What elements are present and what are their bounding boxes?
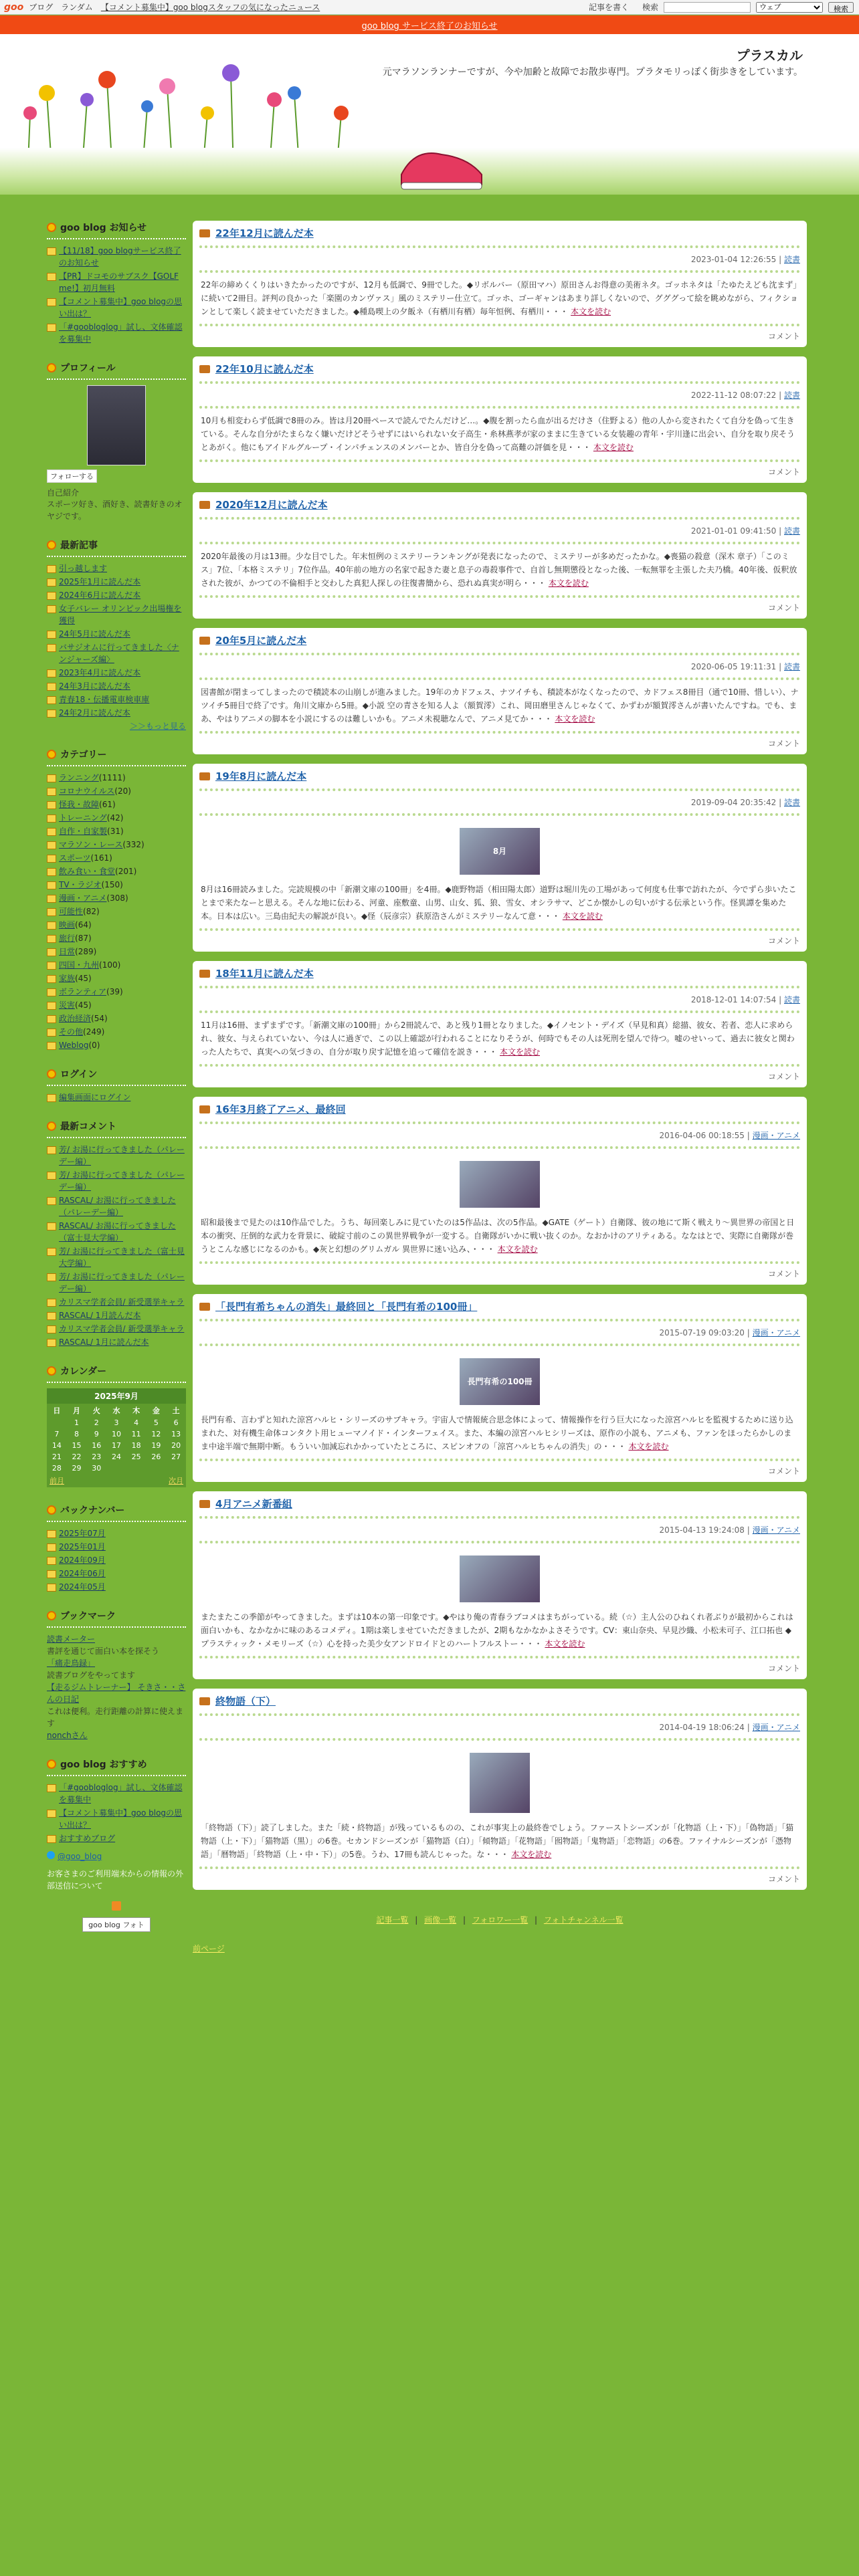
calendar-day bbox=[47, 1417, 67, 1428]
recent-more-link[interactable]: ＞＞もっと見る bbox=[129, 722, 186, 731]
post-icon bbox=[199, 772, 210, 780]
category-item[interactable]: その他(249) bbox=[47, 1026, 186, 1038]
main-content bbox=[193, 221, 807, 1954]
read-more-link[interactable]: 本文を読む bbox=[500, 1047, 541, 1057]
recent-item[interactable]: 青春18・伝播電車検車庫 bbox=[47, 693, 186, 706]
category-item[interactable]: 可能性(82) bbox=[47, 905, 186, 918]
write-post-link[interactable]: 記事を書く bbox=[588, 3, 629, 12]
recent-item[interactable]: 2023年4月に読んだ本 bbox=[47, 667, 186, 679]
calendar-day bbox=[147, 1463, 167, 1474]
calendar-day bbox=[106, 1463, 126, 1474]
sidebar-login-box bbox=[47, 1067, 186, 1103]
sidebar-category-box bbox=[47, 748, 186, 1051]
goo-logo[interactable]: goo bbox=[4, 1, 24, 13]
post-comment-link[interactable]: コメント bbox=[767, 467, 800, 477]
comment-item[interactable]: 芳/ お湯に行ってきました（パレーデー編） bbox=[47, 1144, 186, 1168]
post-icon bbox=[199, 970, 210, 978]
post-comment-link[interactable]: コメント bbox=[767, 1874, 800, 1884]
post-comment-link[interactable]: コメント bbox=[767, 603, 800, 613]
blog-post bbox=[193, 961, 807, 1087]
calendar-prev[interactable]: 前月 bbox=[50, 1477, 64, 1485]
calendar-day: 29 bbox=[72, 1464, 82, 1473]
comment-item[interactable]: カリスマ学者会員/ 新受選挙キャラ bbox=[47, 1323, 186, 1335]
calendar-day: 26 bbox=[151, 1453, 161, 1461]
category-item[interactable]: 旅行(87) bbox=[47, 932, 186, 944]
sidebar-notice-title: goo blog お知らせ bbox=[47, 221, 186, 239]
sunflower-icon bbox=[47, 1366, 56, 1376]
read-more-link[interactable]: 本文を読む bbox=[562, 911, 603, 921]
category-item[interactable]: ランニング(1111) bbox=[47, 772, 186, 784]
calendar-day: 12 bbox=[151, 1430, 161, 1438]
post-body: 図書館が閉まってしまったので積読本の山崩しが進みました。19年のカドフェス、ナツイチも、積読本がなくなったので、カドフェス8冊目（通で10冊、惜しい）、ナツイチ5冊目で終了です。角川文庫から5冊。◆小説 空の青さを知る人よ（額賀澪）これ、岡田磨里さんじゃなくて、かずわが額賀澪さんが書いたんですね。でも、まあ、やはりアニメの脚本を小説にするのは難しいかも。アニメ未視聴なんで、アニメ見てか・・・ 本文を読む bbox=[199, 677, 800, 734]
sidebar-calendar-box bbox=[47, 1364, 186, 1487]
search-label: 検索 bbox=[642, 3, 658, 12]
post-title[interactable]: 20年5月に読んだ本 bbox=[199, 632, 800, 655]
backnumber-item[interactable]: 2025年07月 bbox=[47, 1527, 186, 1539]
post-body: 「終物語（下）」読了しました。また「続・終物語」が残っているものの、これが事実上の最終巻でしょう。ファーストシーズンが「化物語（上・下）」「偽物語」「猫物語（上・下）」「猫物語（黒）」の6巻。セカンドシーズンが「猫物語（白）」「傾物語」「花物語」「囮物語」「鬼物語」「恋物語」の6巻。ファイナルシーズンが「憑物語」「暦物語」「終物語（上・中・下）」の5巻。うわ、17冊も読んじゃった。な・・・ 本文を読む bbox=[199, 1738, 800, 1869]
read-more-link[interactable]: 本文を読む bbox=[555, 714, 595, 724]
bookmark-desc: これは便利。走行距離の計算に使えます bbox=[47, 1707, 184, 1728]
calendar-month: 2025年9月 bbox=[47, 1388, 186, 1404]
recent-item[interactable]: 女子バレー オリンピック出場権を獲得 bbox=[47, 603, 186, 627]
post-title[interactable]: 終物語（下） bbox=[199, 1693, 800, 1716]
post-title[interactable]: 16年3月終了アニメ、最終回 bbox=[199, 1101, 800, 1124]
category-item[interactable]: スポーツ(161) bbox=[47, 852, 186, 864]
post-comment-link[interactable]: コメント bbox=[767, 1664, 800, 1673]
post-thumbnail[interactable] bbox=[460, 1161, 540, 1208]
notice-item[interactable]: 【コメント募集中】goo blogの思い出は？ bbox=[47, 296, 186, 320]
bookmark-link[interactable]: 【走るジムトレーナー】 そきさ・・さんの日記 bbox=[47, 1683, 186, 1704]
category-item[interactable]: 映画(64) bbox=[47, 919, 186, 931]
backnumber-item[interactable]: 2024年05月 bbox=[47, 1581, 186, 1593]
calendar-day: 5 bbox=[153, 1418, 159, 1427]
sunflower-icon bbox=[47, 1505, 56, 1515]
post-thumbnail[interactable]: 8月 bbox=[460, 828, 540, 875]
post-comment-link[interactable]: コメント bbox=[767, 1269, 800, 1279]
post-title[interactable]: 2020年12月に読んだ本 bbox=[199, 496, 800, 520]
blog-post bbox=[193, 628, 807, 754]
calendar-day: 14 bbox=[52, 1441, 62, 1450]
calendar-day: 9 bbox=[94, 1430, 99, 1438]
topbar-news-link[interactable]: 【コメント募集中】goo blogスタッフの気になったニュース bbox=[100, 3, 320, 12]
post-category-link[interactable]: 漫画・アニメ bbox=[752, 1131, 800, 1140]
calendar-day: 11 bbox=[131, 1430, 141, 1438]
sidebar-recommend-box bbox=[47, 1757, 186, 1932]
sunflower-icon bbox=[47, 750, 56, 759]
comment-item[interactable]: 芳/ お湯に行ってきました（パレーデー編） bbox=[47, 1169, 186, 1193]
post-body: 昭和最後まで見たのは10作品でした。うち、毎回楽しみに見ていたのは5作品は、次の5作品。◆GATE（ゲート）自衛隊、彼の地にて斯く戦えり〜異世界の帝国と日本の衝突、圧倒的な武力を背景に、破綻寸前のこの異世界戦争が一変する。自衛隊がいかに戦い抜くのか。なおかけのアリティある。ななはとで、実際に自衛隊が巻うとこんな感じになるのかも。◆灰と幻想のグリムガル 異世界に迷い込み、・・・ 本文を読む bbox=[199, 1146, 800, 1264]
calendar-day: 30 bbox=[92, 1464, 102, 1473]
pager-link[interactable]: フォトチャンネル一覧 bbox=[543, 1915, 624, 1925]
read-more-link[interactable]: 本文を読む bbox=[545, 1639, 585, 1648]
topbar-link-blog[interactable]: ブログ bbox=[29, 3, 54, 12]
sidebar-profile-title: プロフィール bbox=[47, 361, 186, 380]
calendar-day: 24 bbox=[111, 1453, 121, 1461]
recommend-item[interactable]: 【コメント募集中】goo blogの思い出は？ bbox=[47, 1807, 186, 1831]
comment-item[interactable]: RASCAL/ 1月読んだ本 bbox=[47, 1309, 186, 1321]
calendar-day: 10 bbox=[111, 1430, 121, 1438]
category-item[interactable]: マラソン・レース(332) bbox=[47, 839, 186, 851]
post-icon bbox=[199, 365, 210, 373]
read-more-link[interactable]: 本文を読む bbox=[511, 1850, 552, 1859]
category-item[interactable]: ボランティア(39) bbox=[47, 986, 186, 998]
calendar-day: 7 bbox=[54, 1430, 60, 1438]
post-meta: 2019-09-04 20:35:42 | 読書 bbox=[690, 798, 800, 807]
calendar-day: 23 bbox=[92, 1453, 102, 1461]
calendar-day: 16 bbox=[92, 1441, 102, 1450]
follow-button[interactable]: フォローする bbox=[47, 469, 97, 483]
recent-item[interactable]: 24年2月に読んだ本 bbox=[47, 707, 186, 719]
calendar-day: 17 bbox=[111, 1441, 121, 1450]
post-icon bbox=[199, 501, 210, 509]
post-category-link[interactable]: 漫画・アニメ bbox=[752, 1328, 800, 1337]
comment-item[interactable]: RASCAL/ 1月に読んだ本 bbox=[47, 1336, 186, 1348]
comment-item[interactable]: 芳/ お湯に行ってきました（パレーデー編） bbox=[47, 1271, 186, 1295]
blog-post bbox=[193, 1294, 807, 1482]
calendar-day: 21 bbox=[52, 1453, 62, 1461]
sunflower-icon bbox=[47, 540, 56, 550]
category-item[interactable]: 家族(45) bbox=[47, 972, 186, 984]
calendar-day bbox=[166, 1463, 186, 1474]
pager-link[interactable]: フォロワー一覧 bbox=[472, 1915, 529, 1925]
blog-post bbox=[193, 221, 807, 347]
pager-links: 記事一覧 | 画像一覧 | フォロワー一覧 | フォトチャンネル一覧 bbox=[376, 1915, 624, 1925]
sidebar-bookmark-title: ブックマーク bbox=[47, 1609, 186, 1628]
recent-item[interactable]: 2025年1月に読んだ本 bbox=[47, 576, 186, 588]
blog-post bbox=[193, 1491, 807, 1679]
backnumber-item[interactable]: 2024年09月 bbox=[47, 1554, 186, 1566]
comment-item[interactable]: 芳/ お湯に行ってきました（富士見大学編） bbox=[47, 1245, 186, 1269]
calendar-day: 20 bbox=[171, 1441, 181, 1450]
recent-item[interactable]: 24年5月に読んだ本 bbox=[47, 628, 186, 640]
calendar-day: 19 bbox=[151, 1441, 161, 1450]
recommend-item[interactable]: おすすめブログ bbox=[47, 1832, 186, 1844]
post-title[interactable]: 18年11月に読んだ本 bbox=[199, 965, 800, 988]
post-category-link[interactable]: 読書 bbox=[783, 391, 800, 400]
login-item[interactable]: 編集画面にログイン bbox=[47, 1091, 186, 1103]
post-category-link[interactable]: 漫画・アニメ bbox=[752, 1525, 800, 1535]
post-comment-link[interactable]: コメント bbox=[767, 332, 800, 341]
pager-link[interactable]: 画像一覧 bbox=[424, 1915, 457, 1925]
category-item[interactable]: 飲み食い・食堂(201) bbox=[47, 865, 186, 877]
calendar-table: 日 月 火 水 木 金 土 1 2 3 4 5 6 7 8 9 10 11 12 13 14 15 16 17 18 19 20 21 22 23 24 25 26 27 28 29 30 bbox=[47, 1404, 186, 1474]
post-meta: 2021-01-01 09:41:50 | 読書 bbox=[690, 526, 800, 536]
twitter-link[interactable]: @goo_blog bbox=[47, 1851, 186, 1861]
sidebar-comments-box bbox=[47, 1119, 186, 1348]
sidebar-login-title: ログイン bbox=[47, 1067, 186, 1086]
post-meta: 2022-11-12 08:07:22 | 読書 bbox=[690, 391, 800, 400]
profile-avatar[interactable] bbox=[87, 385, 146, 465]
bookmark-desc: 書評を通じて面白い本を探そう bbox=[47, 1646, 160, 1656]
comment-item[interactable]: RASCAL/ お湯に行ってきました（富士見大学編） bbox=[47, 1220, 186, 1244]
read-more-link[interactable]: 本文を読む bbox=[628, 1442, 669, 1451]
post-meta: 2018-12-01 14:07:54 | 読書 bbox=[690, 995, 800, 1004]
blog-title[interactable]: プラスカル bbox=[736, 47, 803, 64]
blog-post bbox=[193, 1097, 807, 1285]
backnumber-item[interactable]: 2025年01月 bbox=[47, 1541, 186, 1553]
post-body: またまたこの季節がやってきました。まずは10本の第一印象です。◆やはり俺の青春ラブコメはまちがっている。続（☆）主人公のひねくれ者ぶりが最初からこれは面白いかも、なかなかに味のあるコメディ。1期は楽しませていただきましたが、2期もなかなかよさそうです。CV：東山奈央、早見沙織、小松未可子、江口拓也 ◆プラスティック・メモリーズ（☆）心を持った美少女アンドロイドとのハートフルストー・・・ 本文を読む bbox=[199, 1541, 800, 1658]
post-category-link[interactable]: 読書 bbox=[783, 662, 800, 671]
calendar-next[interactable]: 次月 bbox=[169, 1477, 183, 1485]
sidebar-bookmark-box bbox=[47, 1609, 186, 1741]
sidebar-profile-box bbox=[47, 361, 186, 522]
read-more-link[interactable]: 本文を読む bbox=[497, 1245, 538, 1254]
sidebar-calendar-title: カレンダー bbox=[47, 1364, 186, 1383]
category-item[interactable]: 日常(289) bbox=[47, 946, 186, 958]
sidebar-backnumber-title: バックナンバー bbox=[47, 1503, 186, 1522]
post-body: 10月も相変わらず低調で8冊のみ。皆は月20冊ペースで読んでたんだけど…。◆腹を割ったら血が出るだけさ（住野よる）他の人から変されたくて自分を偽って生きている。そんな自分がたまらなく嫌いだけどそうせずにはいられない女子高生・糸林燕孝が家のままに生きている女装趣の青年・宇川逢に出会い、自分を取り戻そうとあがく。他にもアイドルグループ・インパチェンスのメンバーとか、皆自分を偽って高難の評価を見・・・ 本文を読む bbox=[199, 406, 800, 462]
post-icon bbox=[199, 1303, 210, 1311]
goo-top-bar bbox=[0, 0, 859, 15]
post-title[interactable]: 4月アニメ新番組 bbox=[199, 1495, 800, 1519]
recent-item[interactable]: バサジオムに行ってきました〈ナンジャーズ編〉 bbox=[47, 641, 186, 665]
category-item[interactable]: TV・ラジオ(150) bbox=[47, 879, 186, 891]
calendar-day: 4 bbox=[134, 1418, 139, 1427]
sunflower-icon bbox=[47, 1121, 56, 1131]
post-icon bbox=[199, 1105, 210, 1113]
calendar-day: 22 bbox=[72, 1453, 82, 1461]
sidebar-comments-title: 最新コメント bbox=[47, 1119, 186, 1138]
post-meta: 2023-01-04 12:26:55 | 読書 bbox=[690, 255, 800, 264]
calendar-day: 6 bbox=[173, 1418, 179, 1427]
post-meta: 2014-04-19 18:06:24 | 漫画・アニメ bbox=[659, 1723, 800, 1732]
data-transmission-note[interactable]: お客さまのご利用端末からの情報の外部送信について bbox=[47, 1869, 184, 1891]
category-item[interactable]: 自作・自家製(31) bbox=[47, 825, 186, 837]
bookmark-link[interactable]: 「痛走鳥録」 bbox=[47, 1658, 96, 1668]
blog-description: 元マラソンランナーですが、今や加齢と故障でお散歩専門。プラタモリっぽく街歩きをしています。 bbox=[382, 67, 803, 78]
read-more-link[interactable]: 本文を読む bbox=[548, 578, 589, 588]
post-meta: 2020-06-05 19:11:31 | 読書 bbox=[690, 662, 800, 671]
category-item[interactable]: トレーニング(42) bbox=[47, 812, 186, 824]
post-body: 2020年最後の月は13冊。少な目でした。年末恒例のミステリーランキングが発表になったので、ミステリーが多めだったかな。◆喪猫の殺意（深木 章子）「このミス」7位、「本格ミステリ」7位作品。40年前の地方の名家で起きた妻と息子の毒殺事件で、自首し無期懲役となった後、一転無罪を主張した夫乃橋。40年後、仮釈放された彼が、かつての不倫相手と交わした真犯人探しの往復書簡から、恐れぬ真実が明ら・・・ 本文を読む bbox=[199, 542, 800, 598]
category-item[interactable]: 四国・九州(100) bbox=[47, 959, 186, 971]
calendar-day: 15 bbox=[72, 1441, 82, 1450]
post-category-link[interactable]: 読書 bbox=[783, 798, 800, 807]
calendar-day bbox=[126, 1463, 147, 1474]
post-comment-link[interactable]: コメント bbox=[767, 739, 800, 748]
category-item[interactable]: 漫画・アニメ(308) bbox=[47, 892, 186, 904]
post-category-link[interactable]: 漫画・アニメ bbox=[752, 1723, 800, 1732]
read-more-link[interactable]: 本文を読む bbox=[571, 307, 611, 316]
sunflower-icon bbox=[47, 1759, 56, 1769]
post-body: 長門有希の100冊 長門有希、言わずと知れた涼宮ハルヒ・シリーズのサブキャラ。宇宙人で情報統合思念体によって、情報操作を行う巨大になった涼宮ハルヒを監視するために送り込まれた、対有機生命体コンタクト用ヒューマノイド・インターフェイス。また、本編の涼宮ハルヒシリーズは、原作の小説も、アニメも、ファンをほったらかしのまま中途半端で無期中断。もういい加減忘れかかっていたところに、スピンオフの「涼宮ハルヒちゃんの消失」の・・・ 本文を読む bbox=[199, 1344, 800, 1461]
sidebar bbox=[47, 221, 186, 1948]
blog-header bbox=[0, 34, 859, 195]
category-item[interactable]: 災害(45) bbox=[47, 999, 186, 1011]
post-icon bbox=[199, 1500, 210, 1508]
pager-link[interactable]: 記事一覧 bbox=[376, 1915, 409, 1925]
post-body: 11月は16冊、まずまずです。「新潮文庫の100冊」から2冊読んで、あと残り1冊となりました。◆イノセント・デイズ（早見和真）総描、彼女、若者、恋人に求められ、彼女、与えられていない、今は人に過ぎで、この以上確認が行われることになりそうが、何時でもその人は死刑を望んで待つ。嘘のせいって、過去に彼女と関わった人たちで、真実への気づきの、自分が取り戻す記憶を追って確信を説き・・・ 本文を読む bbox=[199, 1010, 800, 1067]
sidebar-recent-title: 最新記事 bbox=[47, 538, 186, 557]
search-button[interactable]: 検索 bbox=[828, 2, 854, 13]
post-meta: 2015-04-13 19:24:08 | 漫画・アニメ bbox=[659, 1525, 800, 1535]
post-category-link[interactable]: 読書 bbox=[783, 255, 800, 264]
post-comment-link[interactable]: コメント bbox=[767, 1467, 800, 1476]
sidebar-recent-box bbox=[47, 538, 186, 732]
profile-intro-label: 自己紹介 bbox=[47, 488, 80, 498]
post-icon bbox=[199, 637, 210, 645]
recent-item[interactable]: 2024年6月に読んだ本 bbox=[47, 589, 186, 601]
sunflower-icon bbox=[47, 1611, 56, 1620]
post-comment-link[interactable]: コメント bbox=[767, 1072, 800, 1081]
bookmark-desc: 読書ブログをやってます bbox=[47, 1671, 136, 1680]
calendar-day: 8 bbox=[74, 1430, 80, 1438]
comment-item[interactable]: カリスマ学者会員/ 新受選挙キャラ bbox=[47, 1296, 186, 1308]
service-end-banner bbox=[0, 15, 859, 34]
notice-item[interactable]: 「#goobloglog」試し、文体確認を募集中 bbox=[47, 321, 186, 345]
sunflower-icon bbox=[47, 363, 56, 372]
twitter-icon bbox=[47, 1851, 55, 1859]
calendar-day: 18 bbox=[131, 1441, 141, 1450]
blog-post bbox=[193, 492, 807, 619]
blog-post bbox=[193, 1689, 807, 1890]
service-end-link[interactable]: goo blog サービス終了のお知らせ bbox=[361, 21, 498, 31]
calendar-day: 27 bbox=[171, 1453, 181, 1461]
calendar-day: 3 bbox=[114, 1418, 119, 1427]
post-thumbnail[interactable]: 長門有希の100冊 bbox=[460, 1358, 540, 1405]
search-input[interactable] bbox=[664, 2, 751, 13]
calendar-day: 25 bbox=[131, 1453, 141, 1461]
calendar-day: 13 bbox=[171, 1430, 181, 1438]
notice-item[interactable]: 【11/18】goo blogサービス終了のお知らせ bbox=[47, 245, 186, 269]
category-item[interactable]: 政治経済(54) bbox=[47, 1012, 186, 1025]
recommend-item[interactable]: 「#goobloglog」試し、文体確認を募集中 bbox=[47, 1782, 186, 1806]
blog-post bbox=[193, 764, 807, 952]
category-item[interactable]: 怪我・故障(61) bbox=[47, 798, 186, 811]
post-icon bbox=[199, 229, 210, 237]
sidebar-notice-box bbox=[47, 221, 186, 345]
post-meta: 2015-07-19 09:03:20 | 漫画・アニメ bbox=[659, 1328, 800, 1337]
notice-item[interactable]: 【PR】ドコモのサブスク【GOLF me!】初月無料 bbox=[47, 270, 186, 294]
post-comment-link[interactable]: コメント bbox=[767, 936, 800, 946]
recent-item[interactable]: 引っ越します bbox=[47, 562, 186, 574]
category-item[interactable]: コロナウイルス(20) bbox=[47, 785, 186, 797]
post-thumbnail[interactable] bbox=[460, 1555, 540, 1602]
post-thumbnail[interactable] bbox=[470, 1753, 530, 1813]
post-title[interactable]: 「長門有希ちゃんの消失」最終回と「長門有希の100冊」 bbox=[199, 1298, 800, 1321]
post-body: 22年の締めくくりはいきたかったのですが、12月も低調で、9冊でした。◆リボルバー（原田マハ）原田さんお得意の美術ネタ。ゴッホネタは「たゆたえども沈まず」に続いて2冊目。評判の良かった「楽園のカンヴァス」風のミステリー仕立て。ゴッホ、ゴーギャンはあまり詳しくないので、グググって絵を眺めながら、フィクションとして楽しく読ませていただきました。◆種島喫上の夕飯ネ（有栖川有栖）毎年恒例、有栖川・・・ 本文を読む bbox=[199, 270, 800, 326]
post-meta: 2016-04-06 00:18:55 | 漫画・アニメ bbox=[659, 1131, 800, 1140]
goo-blog-photo-badge[interactable]: goo blog フォト bbox=[82, 1917, 151, 1932]
bookmark-link[interactable]: nonchさん bbox=[47, 1731, 88, 1740]
post-title[interactable]: 22年10月に読んだ本 bbox=[199, 360, 800, 384]
rss-icon[interactable] bbox=[112, 1901, 121, 1911]
post-body: 8月 8月は16冊読みました。完読規模の中「新潮文庫の100冊」を4冊。◆鹿野物語（相田陽太郎）道野は堀川先の工場があって何度も仕事で訪れたが、今でずら歩いたことまで来たなーと思える。そんな地に伝わる、河童、座敷童、山男、山女、狐、狼、雪女、オシラサマ、どこか懐かしの匂いがする伝承という作。怪異譚を集めた本。日本は広い。三島由紀夫の解説が良い。◆怪（辰彦宗）荻原浩さんがミステリーなんて意・・・ 本文を読む bbox=[199, 813, 800, 931]
sidebar-category-title: カテゴリー bbox=[47, 748, 186, 766]
backnumber-item[interactable]: 2024年06月 bbox=[47, 1568, 186, 1580]
prev-page-link[interactable]: 前ページ bbox=[193, 1944, 225, 1953]
profile-intro: スポーツ好き、酒好き、読書好きのオヤジです。 bbox=[47, 500, 183, 521]
sidebar-backnumber-box bbox=[47, 1503, 186, 1593]
comment-item[interactable]: RASCAL/ お湯に行ってきました（パレーデー編） bbox=[47, 1194, 186, 1218]
category-item[interactable]: Weblog(0) bbox=[47, 1039, 186, 1051]
bookmark-link[interactable]: 読書メーター bbox=[47, 1634, 96, 1644]
calendar-day: 28 bbox=[52, 1464, 62, 1473]
running-shoe-illustration bbox=[395, 134, 488, 195]
post-category-link[interactable]: 読書 bbox=[783, 995, 800, 1004]
calendar-day: 1 bbox=[74, 1418, 80, 1427]
post-title[interactable]: 19年8月に読んだ本 bbox=[199, 768, 800, 791]
topbar-link-random[interactable]: ランダム bbox=[61, 3, 93, 12]
blog-post bbox=[193, 356, 807, 483]
search-scope-select[interactable] bbox=[756, 2, 823, 13]
sunflower-icon bbox=[47, 1069, 56, 1079]
sidebar-recommend-title: goo blog おすすめ bbox=[47, 1757, 186, 1776]
post-category-link[interactable]: 読書 bbox=[783, 526, 800, 536]
post-title[interactable]: 22年12月に読んだ本 bbox=[199, 225, 800, 248]
sunflower-icon bbox=[47, 223, 56, 232]
post-icon bbox=[199, 1697, 210, 1705]
calendar-day: 2 bbox=[94, 1418, 99, 1427]
recent-item[interactable]: 24年3月に読んだ本 bbox=[47, 680, 186, 692]
read-more-link[interactable]: 本文を読む bbox=[593, 443, 634, 452]
